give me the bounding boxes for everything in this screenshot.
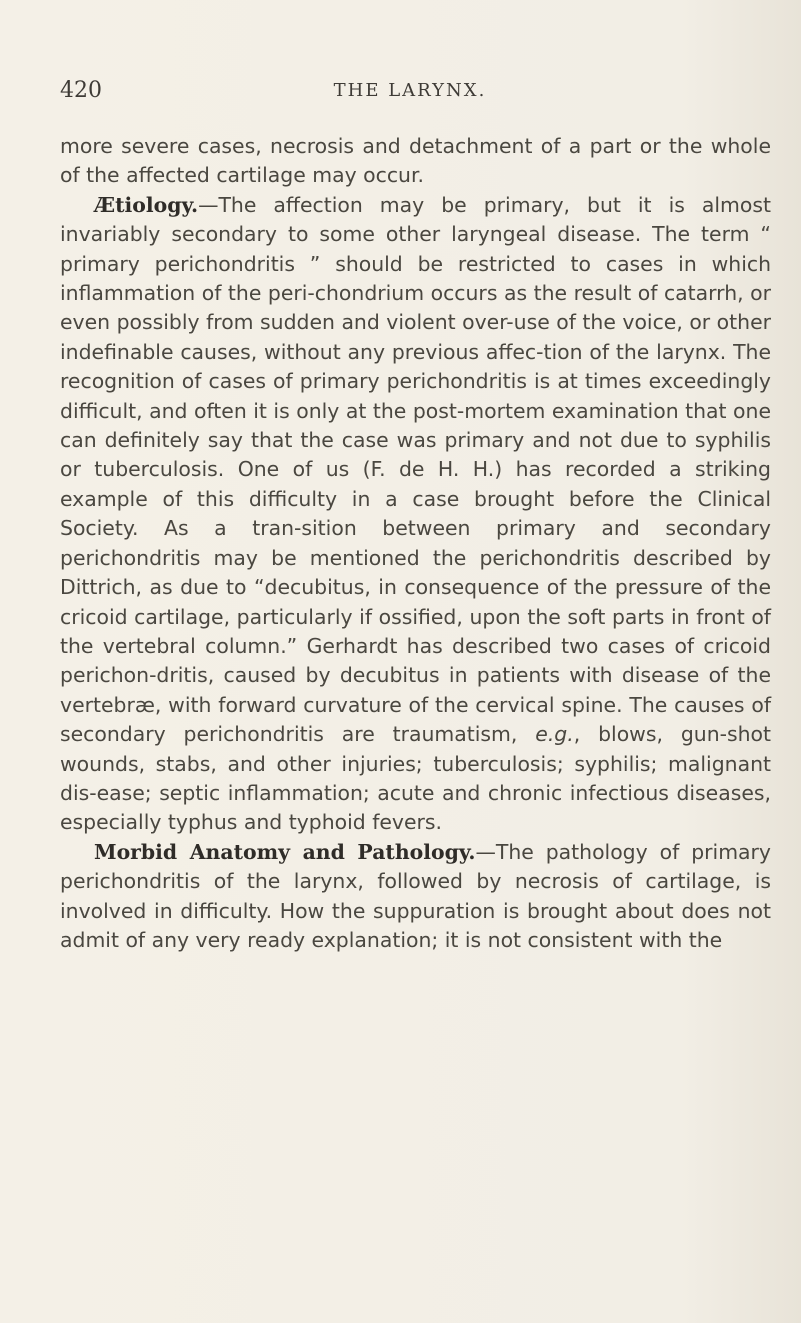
page-header: [60, 78, 760, 114]
paragraph-aetiology: [60, 191, 771, 838]
section-heading-aetiology: Ætiology.: [94, 192, 199, 217]
running-title: THE LARYNX.: [333, 80, 487, 101]
paragraph-text: —The pathology of primary perichondritis of the larynx, followed by necrosis of cartilage, is involved in difficulty. How the suppuration is brought about does not admit of any very ready explanation; it is not consistent with the: [60, 839, 772, 952]
section-heading-morbid-anatomy: Morbid Anatomy and Pathology.: [94, 839, 476, 864]
body-text: [60, 132, 771, 955]
page-number: 420: [60, 78, 102, 103]
italic-abbreviation: e.g.: [535, 722, 574, 747]
paragraph-continuation: [60, 132, 771, 191]
paragraph-morbid-anatomy: [60, 838, 771, 956]
paragraph-text: more severe cases, necrosis and detachment of a part or the whole of the affected cartilage may occur.: [60, 134, 771, 188]
paragraph-text: , blows, gun-shot wounds, stabs, and other injuries; tuberculosis; syphilis; malignant dis-ease; septic inflammation; acute and chronic infectious diseases, especially typhus and typhoid fevers.: [60, 722, 771, 835]
paragraph-text: —The affection may be primary, but it is almost invariably secondary to some other laryngeal disease. The term “ primary perichondritis ” should be restricted to cases in which inflammation of the peri-chondrium occurs as the result of catarrh, or even possibly from sudden and violent over-use of the voice, or other indefinable causes, without any previous affec-tion of the larynx. The recognition of cases of primary perichondritis is at times exceedingly difficult, and often it is only at the post-mortem examination that one can definitely say that the case was primary and not due to syphilis or tuberculosis. One of us (F. de H. H.) has recorded a striking example of this difficulty in a case brought before the Clinical Society. As a tran-sition between primary and secondary perichondritis may be mentioned the perichondritis described by Dittrich, as due to “decubitus, in consequence of the pressure of the cricoid cartilage, particularly if ossified, upon the soft parts in front of the vertebral column.” Gerhardt has described two cases of cricoid perichon-dritis, caused by decubitus in patients with disease of the vertebræ, with forward curvature of the cervical spine. The causes of secondary perichondritis are traumatism,: [60, 192, 771, 747]
